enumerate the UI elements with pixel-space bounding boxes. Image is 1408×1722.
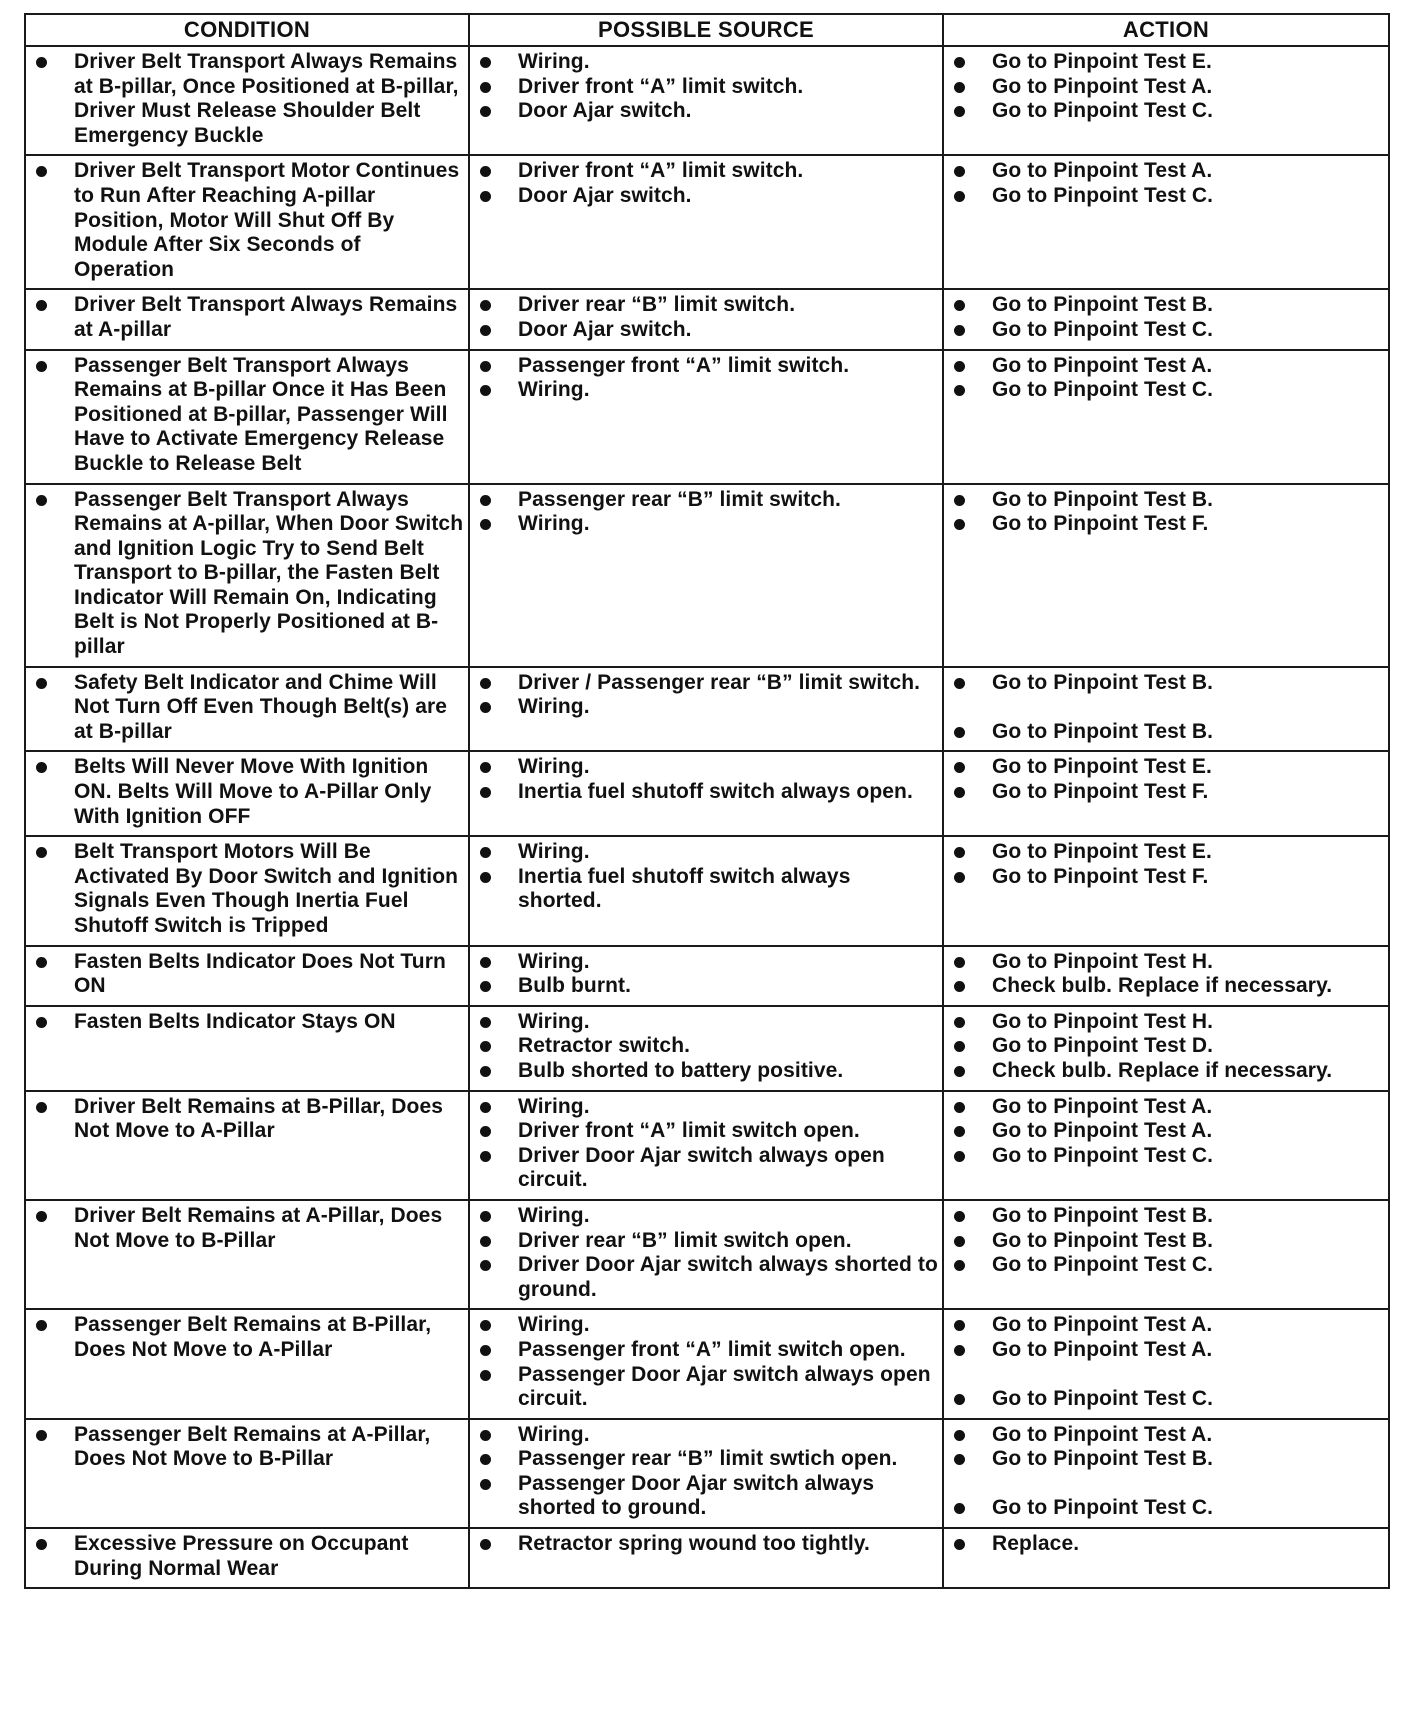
action-item: Go to Pinpoint Test B.: [950, 1447, 1384, 1472]
condition-text: Driver Belt Transport Always Remains at B-pillar, Once Positioned at B-pillar, Driver Must Release Shoulder Belt Emergency Buckle: [32, 50, 464, 148]
action-item: Check bulb. Replace if necessary.: [950, 974, 1384, 999]
action-cell: [943, 1528, 1389, 1588]
source-item: Bulb shorted to battery positive.: [476, 1059, 938, 1084]
source-item: Passenger front “A” limit switch.: [476, 354, 938, 379]
condition-text: Driver Belt Remains at B-Pillar, Does Not Move to A-Pillar: [32, 1095, 464, 1144]
action-item: Go to Pinpoint Test B.: [950, 1204, 1384, 1229]
action-cell: [943, 1309, 1389, 1418]
possible-source-cell: [469, 1006, 943, 1091]
action-item: Check bulb. Replace if necessary.: [950, 1059, 1384, 1084]
condition-text: Driver Belt Remains at A-Pillar, Does Not Move to B-Pillar: [32, 1204, 464, 1253]
table-row: [25, 1419, 1389, 1528]
action-item: Go to Pinpoint Test C.: [950, 1144, 1384, 1169]
source-item: Retractor switch.: [476, 1034, 938, 1059]
action-item: Go to Pinpoint Test C.: [950, 1253, 1384, 1278]
source-item: Retractor spring wound too tightly.: [476, 1532, 938, 1557]
action-item: Go to Pinpoint Test A.: [950, 1338, 1384, 1363]
source-item: Wiring.: [476, 1204, 938, 1229]
possible-source-cell: [469, 1309, 943, 1418]
condition-cell: [25, 1200, 469, 1309]
action-item: Go to Pinpoint Test A.: [950, 1119, 1384, 1144]
table-body: [25, 46, 1389, 1588]
condition-text: Safety Belt Indicator and Chime Will Not Turn Off Even Though Belt(s) are at B-pillar: [32, 671, 464, 745]
table-row: [25, 1309, 1389, 1418]
source-item: Inertia fuel shutoff switch always shorted.: [476, 865, 938, 914]
action-item: Go to Pinpoint Test C.: [950, 99, 1384, 124]
possible-source-cell: [469, 46, 943, 155]
source-item: Wiring.: [476, 1095, 938, 1120]
table-row: [25, 836, 1389, 945]
table-row: [25, 946, 1389, 1006]
action-item: Go to Pinpoint Test A.: [950, 354, 1384, 379]
action-item: Go to Pinpoint Test E.: [950, 840, 1384, 865]
source-item: Driver / Passenger rear “B” limit switch.: [476, 671, 938, 696]
possible-source-cell: [469, 1091, 943, 1200]
table-row: [25, 1200, 1389, 1309]
source-item: Driver Door Ajar switch always open circuit.: [476, 1144, 938, 1193]
source-item: Door Ajar switch.: [476, 99, 938, 124]
action-item: Go to Pinpoint Test H.: [950, 1010, 1384, 1035]
source-item: Wiring.: [476, 512, 938, 537]
source-item: Driver rear “B” limit switch open.: [476, 1229, 938, 1254]
condition-text: Fasten Belts Indicator Does Not Turn ON: [32, 950, 464, 999]
table-row: [25, 1006, 1389, 1091]
action-cell: [943, 946, 1389, 1006]
condition-text: Belt Transport Motors Will Be Activated By Door Switch and Ignition Signals Even Though Inertia Fuel Shutoff Switch is Tripped: [32, 840, 464, 938]
condition-cell: [25, 751, 469, 836]
action-cell: [943, 1200, 1389, 1309]
source-item: Driver front “A” limit switch.: [476, 75, 938, 100]
action-cell: [943, 751, 1389, 836]
source-item: Wiring.: [476, 1010, 938, 1035]
action-item: Go to Pinpoint Test C.: [950, 378, 1384, 403]
possible-source-header: POSSIBLE SOURCE: [469, 14, 943, 46]
action-cell: [943, 155, 1389, 289]
action-item: Go to Pinpoint Test F.: [950, 512, 1384, 537]
table-row: [25, 350, 1389, 484]
source-item: Wiring.: [476, 50, 938, 75]
source-item: Wiring.: [476, 1313, 938, 1338]
header-row: [25, 14, 1389, 46]
condition-text: Fasten Belts Indicator Stays ON: [32, 1010, 464, 1035]
possible-source-cell: [469, 289, 943, 349]
diagnosis-table: [24, 13, 1390, 1589]
action-cell: [943, 350, 1389, 484]
source-item: Bulb burnt.: [476, 974, 938, 999]
condition-header: CONDITION: [25, 14, 469, 46]
condition-cell: [25, 946, 469, 1006]
action-cell: [943, 484, 1389, 667]
action-cell: [943, 1006, 1389, 1091]
action-cell: [943, 289, 1389, 349]
source-item: Driver Door Ajar switch always shorted to ground.: [476, 1253, 938, 1302]
possible-source-cell: [469, 1200, 943, 1309]
action-item: Go to Pinpoint Test E.: [950, 755, 1384, 780]
source-item: Door Ajar switch.: [476, 318, 938, 343]
condition-cell: [25, 1006, 469, 1091]
table-row: [25, 751, 1389, 836]
action-cell: [943, 46, 1389, 155]
condition-cell: [25, 46, 469, 155]
action-item: Go to Pinpoint Test B.: [950, 293, 1384, 318]
condition-text: Driver Belt Transport Motor Continues to Run After Reaching A-pillar Position, Motor Will Shut Off By Module After Six Seconds of Operation: [32, 159, 464, 282]
action-item: Go to Pinpoint Test A.: [950, 1423, 1384, 1448]
action-item: Go to Pinpoint Test B.: [950, 671, 1384, 696]
possible-source-cell: [469, 155, 943, 289]
diagnosis-sheet: [24, 13, 1388, 1589]
table-row: [25, 46, 1389, 155]
source-item: Inertia fuel shutoff switch always open.: [476, 780, 938, 805]
action-item: Go to Pinpoint Test B.: [950, 1229, 1384, 1254]
source-item: Wiring.: [476, 950, 938, 975]
source-item: Passenger Door Ajar switch always open circuit.: [476, 1363, 938, 1412]
table-row: [25, 1091, 1389, 1200]
action-item: Go to Pinpoint Test C.: [950, 1496, 1384, 1521]
table-row: [25, 155, 1389, 289]
action-item: Go to Pinpoint Test C.: [950, 184, 1384, 209]
source-item: Passenger Door Ajar switch always shorted to ground.: [476, 1472, 938, 1521]
source-item: Wiring.: [476, 695, 938, 720]
condition-cell: [25, 1528, 469, 1588]
action-item: Go to Pinpoint Test A.: [950, 1095, 1384, 1120]
action-item: Go to Pinpoint Test A.: [950, 159, 1384, 184]
source-item: Driver rear “B” limit switch.: [476, 293, 938, 318]
condition-cell: [25, 155, 469, 289]
action-item: Go to Pinpoint Test D.: [950, 1034, 1384, 1059]
condition-cell: [25, 1309, 469, 1418]
source-item: Passenger rear “B” limit swtich open.: [476, 1447, 938, 1472]
action-item: Go to Pinpoint Test A.: [950, 1313, 1384, 1338]
action-item: Go to Pinpoint Test B.: [950, 488, 1384, 513]
source-item: Wiring.: [476, 755, 938, 780]
possible-source-cell: [469, 667, 943, 752]
source-item: Door Ajar switch.: [476, 184, 938, 209]
condition-cell: [25, 667, 469, 752]
table-row: [25, 289, 1389, 349]
condition-cell: [25, 1091, 469, 1200]
possible-source-cell: [469, 751, 943, 836]
possible-source-cell: [469, 484, 943, 667]
condition-text: Passenger Belt Transport Always Remains at A-pillar, When Door Switch and Ignition Logic Try to Send Belt Transport to B-pillar, the Fasten Belt Indicator Will Remain On, Indicating Belt is Not Properly Positioned at B-pillar: [32, 488, 464, 660]
possible-source-cell: [469, 1419, 943, 1528]
condition-text: Driver Belt Transport Always Remains at A-pillar: [32, 293, 464, 342]
condition-cell: [25, 350, 469, 484]
condition-cell: [25, 1419, 469, 1528]
condition-cell: [25, 289, 469, 349]
condition-cell: [25, 836, 469, 945]
source-item: Wiring.: [476, 840, 938, 865]
condition-text: Passenger Belt Remains at B-Pillar, Does Not Move to A-Pillar: [32, 1313, 464, 1362]
possible-source-cell: [469, 946, 943, 1006]
source-item: Driver front “A” limit switch.: [476, 159, 938, 184]
possible-source-cell: [469, 1528, 943, 1588]
action-item: Go to Pinpoint Test F.: [950, 780, 1384, 805]
possible-source-cell: [469, 350, 943, 484]
source-item: Driver front “A” limit switch open.: [476, 1119, 938, 1144]
condition-text: Passenger Belt Remains at A-Pillar, Does Not Move to B-Pillar: [32, 1423, 464, 1472]
table-row: [25, 667, 1389, 752]
action-item: Go to Pinpoint Test B.: [950, 720, 1384, 745]
action-item: Go to Pinpoint Test E.: [950, 50, 1384, 75]
action-cell: [943, 667, 1389, 752]
condition-cell: [25, 484, 469, 667]
action-item: Go to Pinpoint Test F.: [950, 865, 1384, 890]
action-item: Go to Pinpoint Test H.: [950, 950, 1384, 975]
source-item: Wiring.: [476, 378, 938, 403]
action-item: Go to Pinpoint Test A.: [950, 75, 1384, 100]
action-cell: [943, 836, 1389, 945]
table-row: [25, 1528, 1389, 1588]
possible-source-cell: [469, 836, 943, 945]
action-header: ACTION: [943, 14, 1389, 46]
source-item: Passenger front “A” limit switch open.: [476, 1338, 938, 1363]
condition-text: Excessive Pressure on Occupant During Normal Wear: [32, 1532, 464, 1581]
action-cell: [943, 1091, 1389, 1200]
action-item: Go to Pinpoint Test C.: [950, 1387, 1384, 1412]
condition-text: Passenger Belt Transport Always Remains at B-pillar Once it Has Been Positioned at B-pillar, Passenger Will Have to Activate Emergency Release Buckle to Release Belt: [32, 354, 464, 477]
action-item: Go to Pinpoint Test C.: [950, 318, 1384, 343]
table-row: [25, 484, 1389, 667]
action-item: Replace.: [950, 1532, 1384, 1557]
source-item: Wiring.: [476, 1423, 938, 1448]
action-cell: [943, 1419, 1389, 1528]
condition-text: Belts Will Never Move With Ignition ON. Belts Will Move to A-Pillar Only With Ignition OFF: [32, 755, 464, 829]
source-item: Passenger rear “B” limit switch.: [476, 488, 938, 513]
